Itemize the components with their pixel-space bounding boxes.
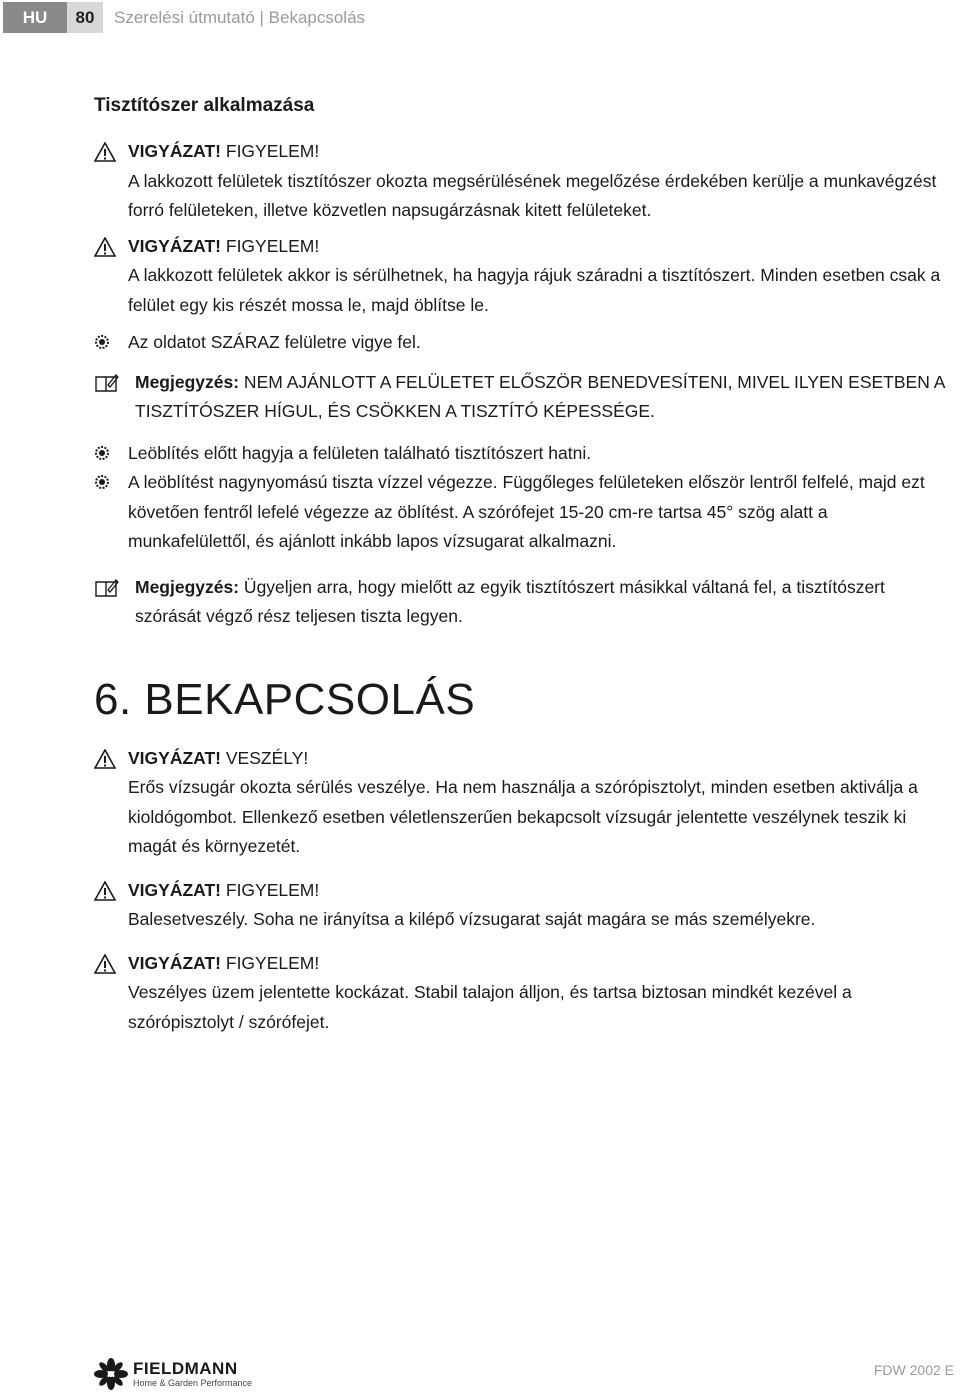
step-item [94,439,954,469]
brand-tagline: Home & Garden Performance [133,1378,253,1388]
page-header [3,2,365,33]
gear-bullet-icon [94,473,110,491]
note-text: NEM AJÁNLOTT A FELÜLETET ELŐSZÖR BENEDVESÍTENI, MIVEL ILYEN ESETBEN A TISZTÍTÓSZER HÍGUL, ÉS CSÖKKEN A TISZTÍTÓ KÉPESSÉGE. [135,371,945,421]
warning-label: VIGYÁZAT! [128,235,222,256]
warning-text: Balesetveszély. Soha ne irányítsa a kilépő vízsugarat saját magára se más személyekre. [128,909,816,929]
warning-triangle-icon [94,749,116,769]
warning-level: FIGYELEM! [221,952,320,973]
step-item [94,328,954,358]
chapter-title: 6. BEKAPCSOLÁS [94,674,476,724]
step-text: Az oldatot SZÁRAZ felületre vigye fel. [128,332,421,352]
warning-level: VESZÉLY! [221,747,309,768]
warning-level: FIGYELEM! [221,235,320,256]
language-badge: HU [3,2,67,33]
warning-level: FIGYELEM! [221,879,320,900]
warning-label: VIGYÁZAT! [128,141,222,161]
section-title: Tisztítószer alkalmazása [94,95,315,116]
warning-triangle-icon [94,954,116,974]
gear-bullet-icon [94,333,110,351]
warning-block [94,876,954,935]
gear-bullet-icon [94,444,110,462]
note-label: Megjegyzés: [135,576,240,597]
warning-level: FIGYELEM! [221,141,320,161]
note-text: Ügyeljen arra, hogy mielőtt az egyik tisztítószert másikkal váltaná fel, a tisztítószert szórását végző rész teljesen tiszta legyen. [135,576,885,626]
warning-triangle-icon [94,237,116,257]
page-number: 80 [67,2,103,33]
note-block [94,368,954,427]
note-block [94,573,954,632]
step-text: A leöblítést nagynyomású tiszta vízzel végezze. Függőleges felületeken először lentről felfelé, majd ezt követően fentről lefelé végezze az öblítést. A szórófejet 15-20 cm-re tartsa 45° szög alatt a munkafelülettől, és ajánlott inkább lapos vízsugarat alkalmazni. [128,472,925,551]
step-text: Leöblítés előtt hagyja a felületen található tisztítószert hatni. [128,442,592,463]
warning-triangle-icon [94,881,116,901]
brand-logo [94,1358,252,1390]
warning-block [94,137,954,226]
model-number: FDW 2002 E [873,1362,954,1378]
warning-text: Erős vízsugár okozta sérülés veszélye. Ha nem használja a szórópisztolyt, minden esetben aktiválja a kioldógombot. Ellenkező esetben véletlenszerűen bekapcsolt vízsugár jelentette veszélynek teszik ki magát és környezetét. [128,777,918,856]
step-item [94,468,954,557]
page-content [94,95,954,1037]
warning-text: A lakkozott felületek akkor is sérülhetnek, ha hagyja rájuk száradni a tisztítószert. Minden esetben csak a felület egy kis részét mossa le, majd öblítse le. [128,265,941,315]
warning-label: VIGYÁZAT! [128,747,222,768]
warning-text: A lakkozott felületek tisztítószer okozta megsérülésének megelőzése érdekében kerülje a munkavégzést forró felületeken, illetve közvetlen napsugárzásnak kitett felületeket. [128,170,937,220]
book-note-icon [94,578,120,598]
warning-label: VIGYÁZAT! [128,952,222,973]
warning-text: Veszélyes üzem jelentette kockázat. Stabil talajon álljon, és tartsa biztosan mindkét kezével a szórópisztolyt / szórófejet. [128,982,852,1032]
book-note-icon [94,373,120,393]
brand-name: FIELDMANN [133,1359,238,1378]
header-title: Szerelési útmutató | Bekapcsolás [114,7,366,27]
warning-block [94,232,954,321]
warning-block [94,949,954,1038]
fieldmann-flower-icon [94,1358,128,1390]
warning-block [94,744,954,862]
note-label: Megjegyzés: [135,371,240,392]
warning-triangle-icon [94,142,116,162]
warning-label: VIGYÁZAT! [128,879,222,900]
